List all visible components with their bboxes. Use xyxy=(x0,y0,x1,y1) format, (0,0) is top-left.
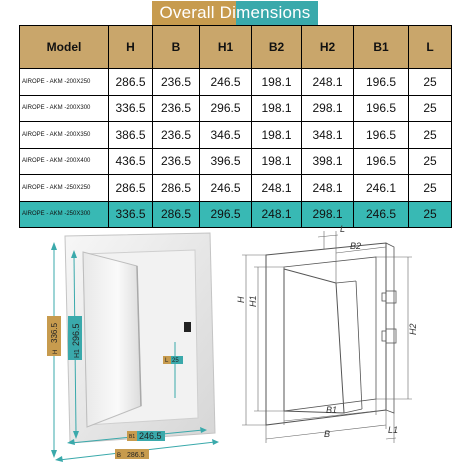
cell-h: 336.5 xyxy=(109,95,153,122)
cell-l: 25 xyxy=(409,122,452,149)
cell-h1: 346.5 xyxy=(200,122,252,149)
cell-b2: 248.1 xyxy=(252,201,302,228)
cell-h2: 248.1 xyxy=(302,175,354,202)
label-h: H xyxy=(236,296,246,303)
cell-h2: 298.1 xyxy=(302,95,354,122)
dimensions-table xyxy=(19,25,452,228)
cell-b2: 198.1 xyxy=(252,95,302,122)
hinge-top xyxy=(386,291,396,303)
cell-model: AIROPE - AKM -200X300 xyxy=(20,95,109,122)
table-row-highlighted xyxy=(20,201,452,228)
technical-drawing xyxy=(236,225,460,467)
b-dimension-label xyxy=(115,449,149,459)
col-header-h2: H2 xyxy=(302,26,354,69)
label-l1: L1 xyxy=(388,425,399,435)
cell-b: 236.5 xyxy=(153,148,200,175)
title-part-teal: mensions xyxy=(236,1,318,25)
cell-l: 25 xyxy=(409,175,452,202)
cell-h1: 246.5 xyxy=(200,175,252,202)
l-value: 25 xyxy=(172,358,179,364)
label-h1: H1 xyxy=(248,295,258,307)
title-part-gold: Overall Di xyxy=(152,1,237,25)
page-title xyxy=(0,0,470,25)
cell-b1: 196.5 xyxy=(354,122,409,149)
cell-h: 286.5 xyxy=(109,69,153,96)
label-b: B xyxy=(324,429,331,439)
drawing-inner-frame xyxy=(284,257,376,411)
cell-b2: 198.1 xyxy=(252,69,302,96)
cell-b1: 246.1 xyxy=(354,175,409,202)
cell-b: 286.5 xyxy=(153,175,200,202)
cell-model: AIROPE - AKM -200X400 xyxy=(20,148,109,175)
col-header-h: H xyxy=(109,26,153,69)
cell-h1: 396.5 xyxy=(200,148,252,175)
cell-l: 25 xyxy=(409,201,452,228)
col-header-l: L xyxy=(409,26,452,69)
b1-value: 246.5 xyxy=(139,431,162,441)
l-tag: L xyxy=(165,358,169,364)
h-tag: H xyxy=(53,349,59,354)
cell-b: 236.5 xyxy=(153,69,200,96)
cell-h: 436.5 xyxy=(109,148,153,175)
cell-h2: 398.1 xyxy=(302,148,354,175)
cell-b1: 196.5 xyxy=(354,95,409,122)
cell-l: 25 xyxy=(409,95,452,122)
cell-h: 386.5 xyxy=(109,122,153,149)
label-l: L xyxy=(340,225,346,234)
cell-h2: 298.1 xyxy=(302,201,354,228)
drawing-door xyxy=(284,269,344,413)
label-h2: H2 xyxy=(408,323,418,335)
cell-b2: 198.1 xyxy=(252,122,302,149)
col-header-b2: B2 xyxy=(252,26,302,69)
h-value: 336.5 xyxy=(50,322,59,343)
table-row xyxy=(20,122,452,149)
b-value: 286.5 xyxy=(127,452,145,459)
cell-l: 25 xyxy=(409,148,452,175)
cell-model: AIROPE - AKM -200X250 xyxy=(20,69,109,96)
cell-h1: 296.5 xyxy=(200,95,252,122)
table-header-row xyxy=(20,26,452,69)
b1-tag: B1 xyxy=(129,434,136,440)
cell-b: 286.5 xyxy=(153,201,200,228)
cell-h: 286.5 xyxy=(109,175,153,202)
h1-tag: H1 xyxy=(74,349,81,358)
cell-model: AIROPE - AKM -250X250 xyxy=(20,175,109,202)
cell-l: 25 xyxy=(409,69,452,96)
col-header-b1: B1 xyxy=(354,26,409,69)
hinge-bottom xyxy=(386,329,396,343)
cell-b: 236.5 xyxy=(153,95,200,122)
label-b2: B2 xyxy=(350,241,362,251)
table-row xyxy=(20,95,452,122)
b-tag: B xyxy=(117,453,122,459)
cell-h2: 248.1 xyxy=(302,69,354,96)
h-dimension-label xyxy=(47,316,61,356)
panel-door xyxy=(83,252,141,427)
cell-b1: 196.5 xyxy=(354,148,409,175)
l-dimension-label xyxy=(163,356,183,364)
latch xyxy=(184,322,191,332)
col-header-h1: H1 xyxy=(200,26,252,69)
cell-model: AIROPE - AKM -250X300 xyxy=(20,201,109,228)
cell-h1: 296.5 xyxy=(200,201,252,228)
table-row xyxy=(20,148,452,175)
cell-b: 236.5 xyxy=(153,122,200,149)
table-row xyxy=(20,69,452,96)
cell-b1: 246.5 xyxy=(354,201,409,228)
access-panel-photo xyxy=(45,228,225,468)
cell-h1: 246.5 xyxy=(200,69,252,96)
h1-value: 296.5 xyxy=(71,323,81,346)
cell-h: 336.5 xyxy=(109,201,153,228)
h1-dimension-label xyxy=(68,316,82,360)
col-header-model: Model xyxy=(20,26,109,69)
cell-model: AIROPE - AKM -200X350 xyxy=(20,122,109,149)
cell-b2: 248.1 xyxy=(252,175,302,202)
col-header-b: B xyxy=(153,26,200,69)
cell-b1: 196.5 xyxy=(354,69,409,96)
b1-dimension-label xyxy=(127,431,165,441)
cell-h2: 348.1 xyxy=(302,122,354,149)
label-b1: B1 xyxy=(326,405,338,415)
cell-b2: 198.1 xyxy=(252,148,302,175)
table-row xyxy=(20,175,452,202)
